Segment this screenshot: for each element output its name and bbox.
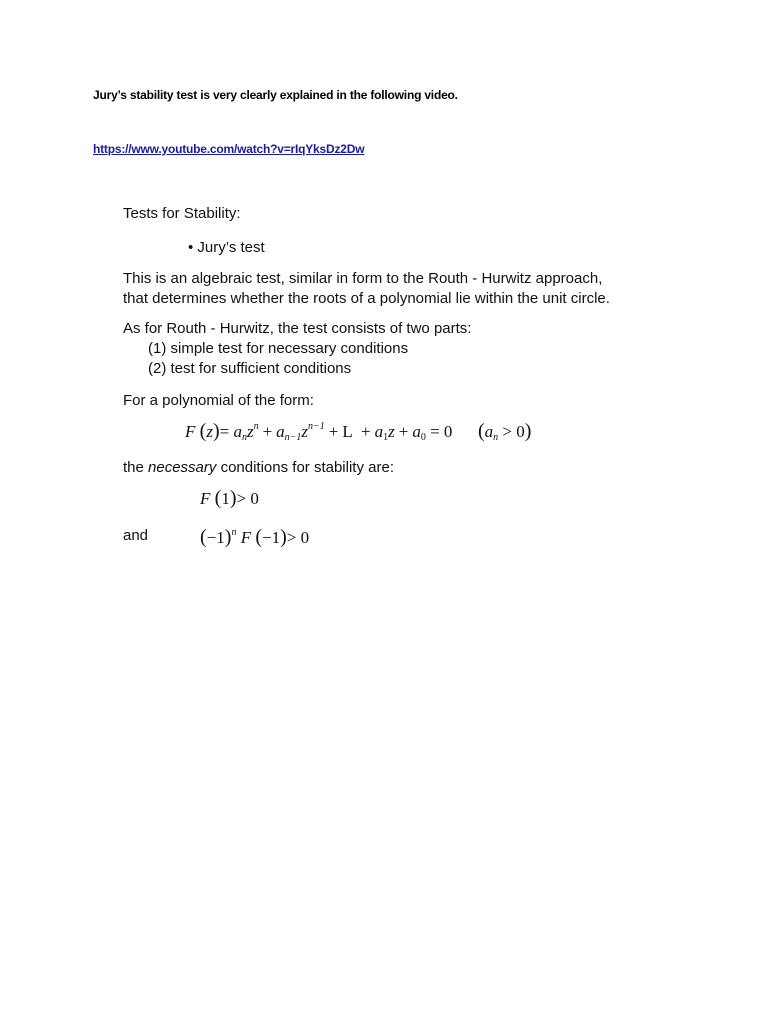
polynomial-equation: F $(z)= a_nz^n + a_{n-1}z^{n-1} + L + a_1z + a_0 = 0$ $(a_n > 0)$	[185, 420, 532, 443]
coefficient-condition: $(a_n > 0)$	[477, 420, 532, 443]
parts-list	[148, 339, 683, 379]
description-line-1: This is an algebraic test, similar in form to the Routh - Hurwitz approach,	[123, 270, 603, 287]
condition-2-row	[123, 523, 683, 548]
necessary-suffix: conditions for stability are:	[216, 459, 394, 476]
youtube-link[interactable]: https://www.youtube.com/watch?v=rIqYksDz2Dw	[93, 142, 365, 156]
slide-title: Tests for Stability:	[123, 205, 241, 222]
necessary-conditions-intro	[123, 458, 683, 478]
description-line-2: that determines whether the roots of a polynomial lie within the unit circle.	[123, 290, 610, 307]
intro-text: Jury’s stability test is very clearly explained in the following video.	[93, 88, 458, 102]
condition-1: F (1)> 0	[200, 487, 259, 509]
condition-2: $(-1)^n$ F (−1)> 0	[200, 526, 310, 548]
and-label: and	[123, 526, 149, 544]
necessary-prefix: the	[123, 459, 149, 476]
necessary-word: necessary	[148, 459, 217, 476]
list-item: (1) simple test for necessary conditions	[148, 340, 409, 357]
description-paragraph	[123, 269, 683, 309]
list-item: (2) test for sufficient conditions	[148, 360, 352, 377]
bullet-jurys-test: • Jury’s test	[188, 239, 265, 256]
slide-image	[123, 204, 683, 548]
form-intro: For a polynomial of the form:	[123, 392, 314, 409]
parts-intro: As for Routh - Hurwitz, the test consists of two parts:	[123, 320, 472, 337]
